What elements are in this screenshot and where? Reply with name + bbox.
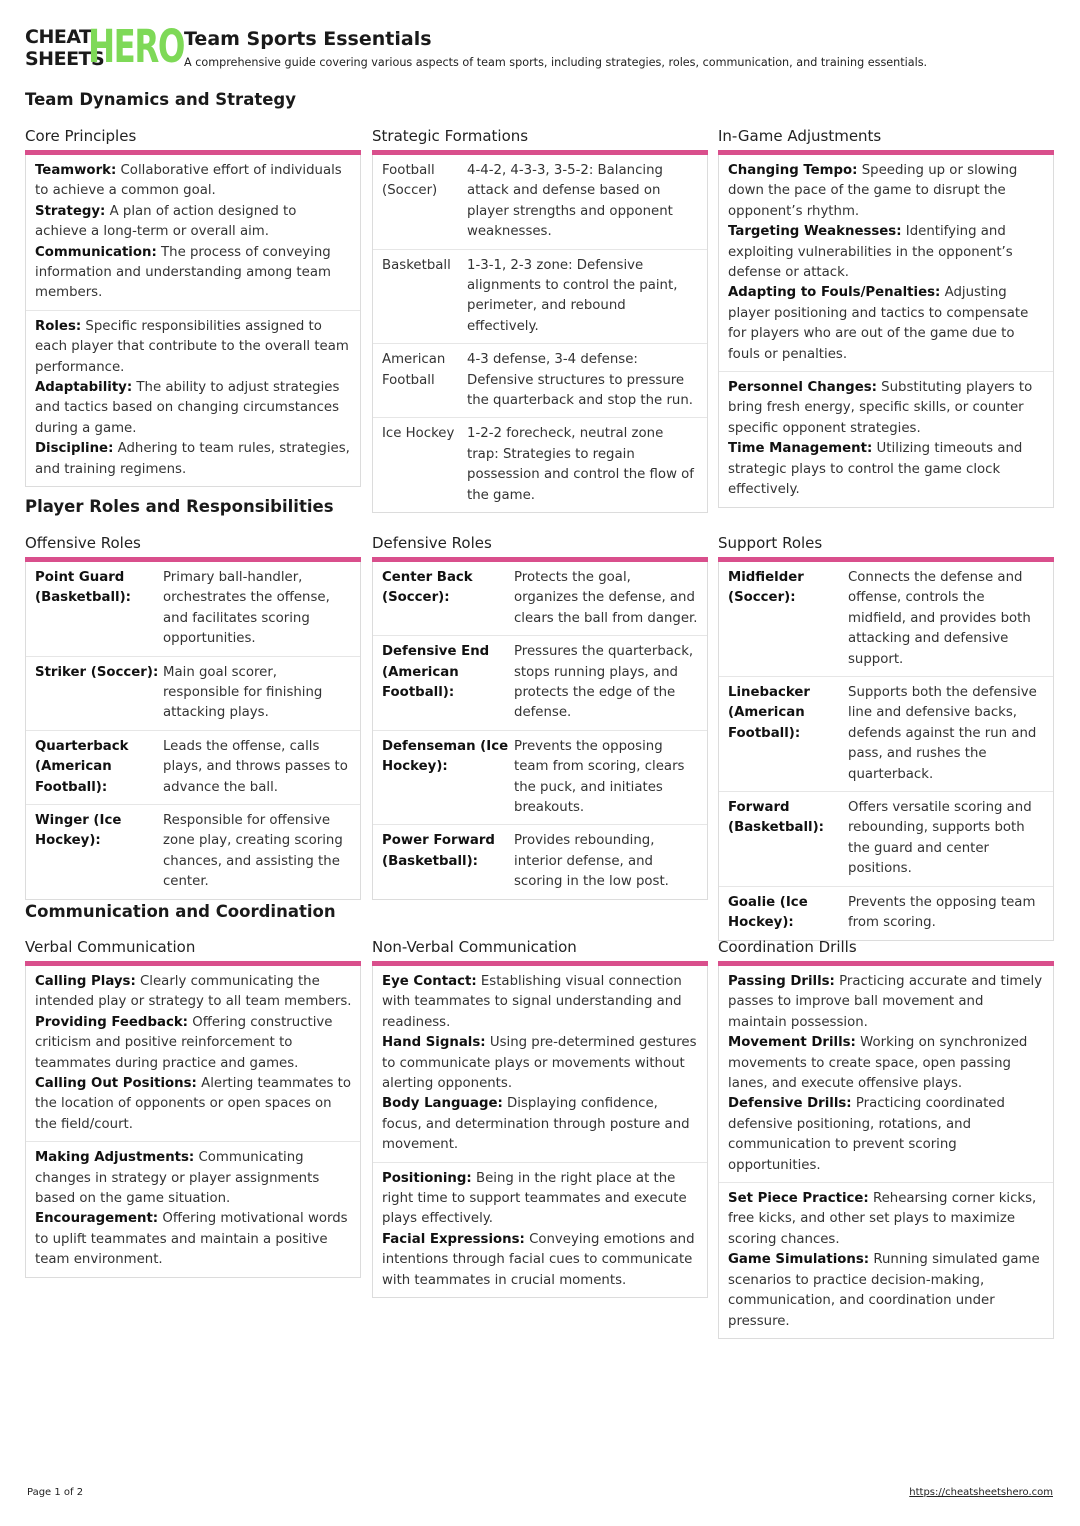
definition-term: Targeting Weaknesses: bbox=[728, 224, 902, 240]
table-row bbox=[373, 155, 707, 249]
definition-term: Set Piece Practice: bbox=[728, 1191, 869, 1207]
card-core-principles bbox=[25, 126, 361, 487]
definition-term: Time Management: bbox=[728, 441, 873, 457]
definition-item bbox=[382, 1094, 699, 1155]
definition-text: Running simulated game scenarios to practice decision-making, communication, and coordination under pressure. bbox=[728, 1252, 1040, 1329]
definition-term: Changing Tempo: bbox=[728, 163, 858, 178]
definition-text: Communicating changes in strategy or player assignments based on the game situation. bbox=[35, 1150, 320, 1207]
row-key: Defensive End (American Football): bbox=[382, 644, 490, 701]
definition-text: Substituting players to bring fresh energy, specific skills, or counter specific opponent strategies. bbox=[728, 380, 1033, 436]
text-block bbox=[719, 155, 1053, 371]
definition-term: Eye Contact: bbox=[382, 974, 477, 989]
definition-text: Rehearsing corner kicks, free kicks, and other set plays to maximize scoring chances. bbox=[728, 1191, 1037, 1247]
definition-text: Alerting teammates to the location of opponents or open spaces on the field/court. bbox=[35, 1076, 352, 1132]
card-support-roles bbox=[718, 533, 1054, 941]
definition-term: Encouragement: bbox=[35, 1211, 159, 1227]
row-key: Football (Soccer) bbox=[382, 163, 438, 199]
definition-item bbox=[382, 1230, 699, 1291]
definition-text: Being in the right place at the right time to support teammates and execute plays effectively. bbox=[382, 1170, 687, 1227]
row-key: Point Guard (Basketball): bbox=[35, 570, 131, 606]
card-title: In-Game Adjustments bbox=[718, 127, 882, 145]
definition-text: Utilizing timeouts and strategic plays to control the game clock effectively. bbox=[728, 441, 1023, 498]
row-key: Linebacker (American Football): bbox=[728, 685, 810, 741]
card-strategic-formations bbox=[372, 126, 708, 513]
table-row bbox=[373, 824, 707, 898]
definition-text: Using pre-determined gestures to communicate plays or movements without alerting opponents. bbox=[382, 1035, 697, 1092]
card-verbal-communication bbox=[25, 937, 361, 1278]
definition-item bbox=[35, 161, 352, 202]
page-subtitle: A comprehensive guide covering various aspects of team sports, including strategies, roles, communication, and training essentials. bbox=[184, 56, 928, 69]
section-title-team-dynamics: Team Dynamics and Strategy bbox=[25, 90, 296, 109]
definition-text: Speeding up or slowing down the pace of the game to disrupt the opponent’s rhythm. bbox=[728, 163, 1018, 219]
definition-term: Hand Signals: bbox=[382, 1035, 486, 1051]
definition-item bbox=[35, 439, 352, 480]
definition-item bbox=[728, 1250, 1045, 1332]
table-row bbox=[373, 417, 707, 512]
definition-term: Passing Drills: bbox=[728, 974, 835, 989]
row-value: 1-2-2 forecheck, neutral zone trap: Strategies to regain possession and control the flow of the game. bbox=[467, 426, 694, 503]
row-value: Pressures the quarterback, stops running plays, and protects the edge of the defense. bbox=[514, 644, 694, 721]
definition-item bbox=[728, 161, 1045, 222]
definition-item bbox=[35, 972, 352, 1013]
definition-text: Clearly communicating the intended play or strategy to all team members. bbox=[35, 974, 352, 1010]
row-value: Responsible for offensive zone play, creating scoring chances, and assisting the center. bbox=[163, 813, 343, 890]
definition-term: Positioning: bbox=[382, 1170, 472, 1186]
logo-sheets-text: SHEETS bbox=[25, 48, 105, 70]
row-value: Leads the offense, calls plays, and throws passes to advance the ball. bbox=[163, 738, 348, 795]
row-key: Power Forward (Basketball): bbox=[382, 833, 495, 869]
definition-text: Collaborative effort of individuals to achieve a common goal. bbox=[35, 163, 342, 199]
table-row bbox=[373, 562, 707, 635]
table-row bbox=[719, 791, 1053, 886]
table-row bbox=[719, 562, 1053, 676]
definition-term: Adapting to Fouls/Penalties: bbox=[728, 285, 941, 301]
definition-text: Displaying confidence, focus, and determination through posture and movement. bbox=[382, 1096, 690, 1153]
row-value: Supports both the defensive line and defensive backs, defends against the run and pass, and rushes the quarterback. bbox=[848, 685, 1037, 782]
definition-text: Offering constructive criticism and positive reinforcement to teammates during practice and games. bbox=[35, 1014, 333, 1071]
card-in-game-adjustments bbox=[718, 126, 1054, 508]
card-table bbox=[718, 562, 1054, 941]
table-row bbox=[26, 804, 360, 899]
definition-item bbox=[382, 1033, 699, 1094]
row-key: American Football bbox=[382, 352, 446, 388]
site-link[interactable]: https://cheatsheetshero.com bbox=[909, 1487, 1053, 1498]
card-body bbox=[25, 155, 361, 487]
text-block bbox=[26, 966, 360, 1141]
row-key: Basketball bbox=[382, 257, 451, 273]
definition-item bbox=[382, 972, 699, 1033]
table-row bbox=[373, 343, 707, 417]
definition-text: Adjusting player positioning and tactics to compensate for players who are out of the game due to fouls or penalties. bbox=[728, 285, 1029, 362]
card-offensive-roles bbox=[25, 533, 361, 900]
definition-term: Calling Plays: bbox=[35, 974, 136, 989]
definition-item bbox=[728, 1189, 1045, 1250]
definition-item bbox=[35, 1148, 352, 1209]
card-defensive-roles bbox=[372, 533, 708, 900]
card-title: Support Roles bbox=[718, 534, 823, 552]
definition-item bbox=[728, 378, 1045, 439]
definition-text: Working on synchronized movements to create space, open passing lanes, and execute offensive plays. bbox=[728, 1035, 1028, 1092]
row-key: Quarterback (American Football): bbox=[35, 738, 129, 795]
definition-term: Calling Out Positions: bbox=[35, 1076, 197, 1092]
definition-item bbox=[35, 317, 352, 378]
table-row bbox=[719, 886, 1053, 940]
card-body bbox=[718, 155, 1054, 508]
definition-text: Establishing visual connection with teammates to signal understanding and readiness. bbox=[382, 974, 682, 1030]
row-key: Ice Hockey bbox=[382, 426, 455, 442]
definition-item bbox=[728, 283, 1045, 365]
card-title: Offensive Roles bbox=[25, 534, 141, 552]
definition-term: Providing Feedback: bbox=[35, 1014, 188, 1030]
row-value: 1-3-1, 2-3 zone: Defensive alignments to control the paint, perimeter, and rebound effectively. bbox=[467, 257, 678, 334]
definition-term: Game Simulations: bbox=[728, 1252, 870, 1268]
definition-item bbox=[728, 972, 1045, 1033]
definition-text: Offering motivational words to uplift teammates and maintain a positive team environment. bbox=[35, 1211, 348, 1268]
text-block bbox=[373, 1162, 707, 1297]
definition-term: Teamwork: bbox=[35, 163, 117, 178]
definition-item bbox=[728, 1033, 1045, 1094]
card-title: Defensive Roles bbox=[372, 534, 492, 552]
row-value: Prevents the opposing team from scoring, clears the puck, and initiates breakouts. bbox=[514, 738, 685, 816]
text-block bbox=[26, 155, 360, 310]
definition-item bbox=[35, 1013, 352, 1074]
definition-term: Adaptability: bbox=[35, 380, 133, 396]
definition-text: A plan of action designed to achieve a long-term or overall aim. bbox=[35, 203, 297, 240]
text-block bbox=[719, 371, 1053, 506]
definition-item bbox=[35, 202, 352, 243]
row-key: Midfielder (Soccer): bbox=[728, 570, 804, 606]
card-coordination-drills bbox=[718, 937, 1054, 1339]
card-body bbox=[25, 966, 361, 1278]
card-body bbox=[718, 966, 1054, 1339]
card-title: Non-Verbal Communication bbox=[372, 938, 577, 956]
definition-item bbox=[35, 1209, 352, 1270]
table-row bbox=[719, 676, 1053, 791]
row-key: Winger (Ice Hockey): bbox=[35, 813, 122, 849]
page-header bbox=[25, 20, 1055, 74]
card-title: Strategic Formations bbox=[372, 127, 529, 145]
page-number: Page 1 of 2 bbox=[27, 1487, 84, 1498]
definition-text: Identifying and exploiting vulnerabilities in the opponent’s defense or attack. bbox=[728, 224, 1013, 281]
row-value: Provides rebounding, interior defense, and scoring in the low post. bbox=[514, 833, 669, 890]
row-value: Offers versatile scoring and rebounding, supports both the guard and center positions. bbox=[848, 800, 1032, 877]
row-value: Prevents the opposing team from scoring. bbox=[848, 894, 1036, 931]
definition-term: Communication: bbox=[35, 244, 157, 260]
card-non-verbal-communication bbox=[372, 937, 708, 1298]
definition-text: Conveying emotions and intentions through facial cues to communicate with teammates in crucial moments. bbox=[382, 1231, 695, 1288]
card-table bbox=[372, 155, 708, 513]
card-table bbox=[25, 562, 361, 900]
row-value: Connects the defense and offense, controls the midfield, and provides both attacking and defensive support. bbox=[848, 570, 1031, 667]
text-block bbox=[26, 310, 360, 486]
definition-text: Specific responsibilities assigned to each player that contribute to the overall team performance. bbox=[35, 318, 349, 375]
row-value: 4-3 defense, 3-4 defense: Defensive structures to pressure the quarterback and stop the run. bbox=[467, 352, 694, 409]
card-table bbox=[372, 562, 708, 900]
row-key: Striker (Soccer): bbox=[35, 664, 159, 680]
card-title: Verbal Communication bbox=[25, 938, 196, 956]
definition-term: Facial Expressions: bbox=[382, 1231, 525, 1247]
definition-term: Defensive Drills: bbox=[728, 1096, 852, 1112]
definition-item bbox=[728, 439, 1045, 500]
text-block bbox=[719, 1182, 1053, 1338]
definition-text: The process of conveying information and understanding among team members. bbox=[35, 244, 331, 301]
definition-text: The ability to adjust strategies and tactics based on changing circumstances during a game. bbox=[35, 380, 340, 436]
definition-item bbox=[728, 222, 1045, 283]
card-title: Core Principles bbox=[25, 127, 137, 145]
definition-item bbox=[35, 1074, 352, 1135]
row-key: Goalie (Ice Hockey): bbox=[728, 894, 808, 931]
table-row bbox=[373, 730, 707, 825]
table-row bbox=[26, 656, 360, 730]
card-body bbox=[372, 966, 708, 1298]
definition-term: Making Adjustments: bbox=[35, 1150, 195, 1166]
definition-term: Discipline: bbox=[35, 441, 114, 457]
definition-term: Roles: bbox=[35, 318, 82, 334]
table-row bbox=[373, 249, 707, 344]
section-title-player-roles: Player Roles and Responsibilities bbox=[25, 497, 334, 516]
row-value: Protects the goal, organizes the defense, and clears the ball from danger. bbox=[514, 570, 698, 626]
row-key: Defenseman (Ice Hockey): bbox=[382, 738, 509, 775]
row-key: Forward (Basketball): bbox=[728, 800, 824, 836]
text-block bbox=[719, 966, 1053, 1182]
definition-item bbox=[728, 1094, 1045, 1176]
table-row bbox=[26, 730, 360, 804]
cheatsheetshero-logo[interactable] bbox=[25, 20, 184, 73]
definition-text: Practicing coordinated defensive positioning, rotations, and communication to prevent scoring opportunities. bbox=[728, 1096, 1005, 1173]
card-title: Coordination Drills bbox=[718, 938, 857, 956]
definition-term: Strategy: bbox=[35, 203, 106, 219]
definition-term: Movement Drills: bbox=[728, 1035, 856, 1051]
row-key: Center Back (Soccer): bbox=[382, 570, 473, 606]
definition-item bbox=[35, 243, 352, 304]
definition-text: Adhering to team rules, strategies, and training regimens. bbox=[35, 441, 350, 477]
definition-text: Practicing accurate and timely passes to improve ball movement and maintain possession. bbox=[728, 974, 1043, 1030]
definition-item bbox=[35, 378, 352, 439]
definition-term: Body Language: bbox=[382, 1096, 503, 1112]
table-row bbox=[373, 635, 707, 730]
logo-hero-text: HERO bbox=[88, 20, 184, 73]
page-title: Team Sports Essentials bbox=[184, 28, 432, 50]
text-block bbox=[26, 1141, 360, 1276]
table-row bbox=[26, 562, 360, 656]
row-value: Primary ball-handler, orchestrates the offense, and facilitates scoring opportunities. bbox=[163, 570, 330, 647]
row-value: Main goal scorer, responsible for finishing attacking plays. bbox=[163, 664, 323, 721]
definition-item bbox=[382, 1169, 699, 1230]
definition-term: Personnel Changes: bbox=[728, 380, 877, 396]
text-block bbox=[373, 966, 707, 1162]
row-value: 4-4-2, 4-3-3, 3-5-2: Balancing attack and defense based on player strengths and opponent weaknesses. bbox=[467, 163, 673, 240]
section-title-communication: Communication and Coordination bbox=[25, 902, 336, 921]
logo-cheat-text: CHEAT bbox=[25, 26, 92, 48]
